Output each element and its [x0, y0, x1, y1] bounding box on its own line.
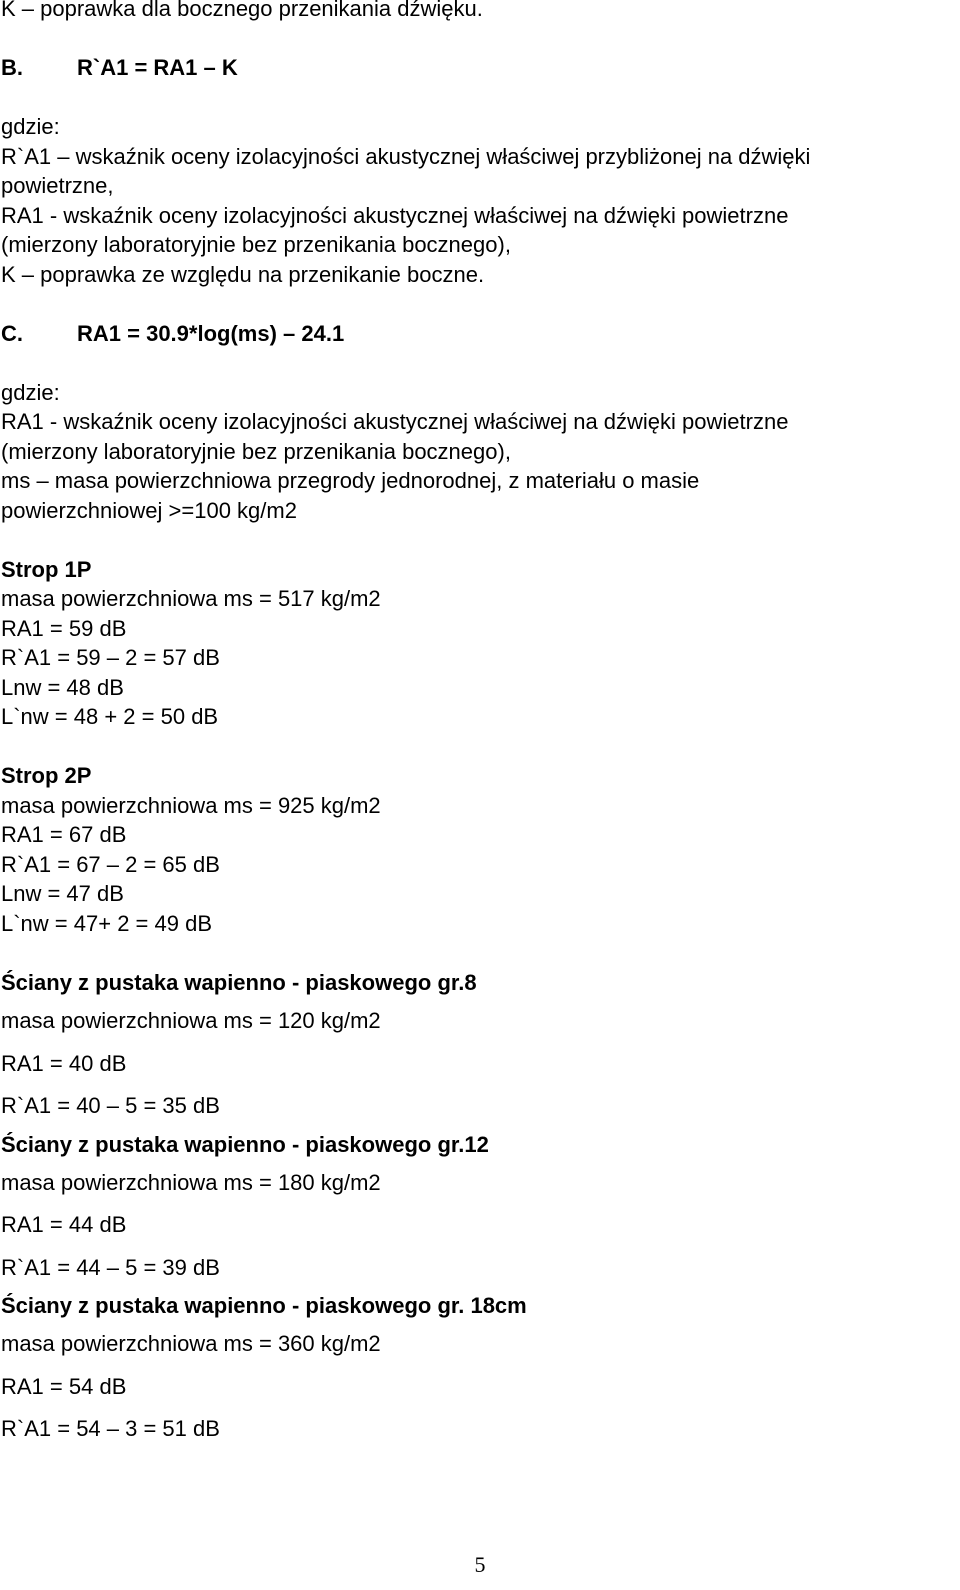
wall-gr18-line: R`A1 = 54 – 3 = 51 dB: [1, 1416, 220, 1441]
wall-gr8-title: Ściany z pustaka wapienno - piaskowego gr.8: [1, 970, 477, 995]
section-c-line: powierzchniowej >=100 kg/m2: [1, 497, 297, 523]
section-b-line: R`A1 – wskaźnik oceny izolacyjności akustycznej właściwej przybliżonej na dźwięki: [1, 143, 811, 169]
section-b-label: B.: [1, 55, 23, 80]
section-c-line: ms – masa powierzchniowa przegrody jednorodnej, z materiału o masie: [1, 468, 700, 493]
wall-gr12: [1, 1128, 956, 1290]
wall-gr12-line: masa powierzchniowa ms = 180 kg/m2: [1, 1169, 381, 1195]
section-b-line: powietrzne,: [1, 173, 114, 198]
section-c-where: gdzie:: [1, 379, 60, 405]
strop-2p-line: L`nw = 47+ 2 = 49 dB: [1, 910, 212, 936]
strop-1p-line: R`A1 = 59 – 2 = 57 dB: [1, 645, 220, 670]
wall-gr12-line: RA1 = 44 dB: [1, 1212, 127, 1237]
wall-gr8-line: R`A1 = 40 – 5 = 35 dB: [1, 1093, 220, 1118]
section-b-line: RA1 - wskaźnik oceny izolacyjności akustycznej właściwej na dźwięki powietrzne: [1, 202, 789, 228]
section-b-line: K – poprawka ze względu na przenikanie boczne.: [1, 261, 485, 287]
wall-gr18-title: Ściany z pustaka wapienno - piaskowego gr. 18cm: [1, 1293, 527, 1318]
section-b-where: gdzie:: [1, 114, 60, 139]
wall-gr12-line: R`A1 = 44 – 5 = 39 dB: [1, 1254, 220, 1280]
section-c: [1, 319, 956, 526]
strop-1p-line: Lnw = 48 dB: [1, 674, 124, 700]
section-c-formula: [1, 319, 956, 349]
wall-gr12-title: Ściany z pustaka wapienno - piaskowego gr.12: [1, 1131, 489, 1157]
strop-2p-line: RA1 = 67 dB: [1, 822, 127, 847]
section-b-expression: R`A1 = RA1 – K: [77, 55, 238, 80]
k-correction-note: K – poprawka dla bocznego przenikania dźwięku.: [1, 0, 483, 21]
section-c-label: C.: [1, 320, 23, 346]
strop-2p-line: R`A1 = 67 – 2 = 65 dB: [1, 851, 220, 877]
wall-gr8: [1, 966, 956, 1128]
strop-1p: [1, 555, 956, 732]
wall-gr18-line: RA1 = 54 dB: [1, 1373, 127, 1399]
strop-1p-line: masa powierzchniowa ms = 517 kg/m2: [1, 586, 381, 611]
section-b-line: (mierzony laboratoryjnie bez przenikania bocznego),: [1, 232, 511, 257]
page-number: 5: [474, 1552, 486, 1577]
strop-2p: [1, 761, 956, 938]
strop-2p-line: masa powierzchniowa ms = 925 kg/m2: [1, 792, 381, 818]
document-page: [1, 0, 956, 1451]
strop-2p-title: Strop 2P: [1, 763, 92, 788]
wall-gr18-line: masa powierzchniowa ms = 360 kg/m2: [1, 1331, 381, 1356]
strop-1p-line: RA1 = 59 dB: [1, 615, 127, 641]
section-b-formula: [1, 53, 956, 83]
strop-2p-line: Lnw = 47 dB: [1, 881, 124, 906]
section-c-line: (mierzony laboratoryjnie bez przenikania bocznego),: [1, 438, 511, 464]
strop-1p-line: L`nw = 48 + 2 = 50 dB: [1, 704, 219, 729]
strop-1p-title: Strop 1P: [1, 556, 92, 582]
wall-gr18: [1, 1289, 956, 1451]
section-c-line: RA1 - wskaźnik oceny izolacyjności akustycznej właściwej na dźwięki powietrzne: [1, 409, 789, 434]
wall-gr8-line: masa powierzchniowa ms = 120 kg/m2: [1, 1008, 381, 1033]
section-c-expression: RA1 = 30.9*log(ms) – 24.1: [77, 320, 345, 346]
wall-gr8-line: RA1 = 40 dB: [1, 1050, 127, 1076]
section-b: [1, 53, 956, 289]
